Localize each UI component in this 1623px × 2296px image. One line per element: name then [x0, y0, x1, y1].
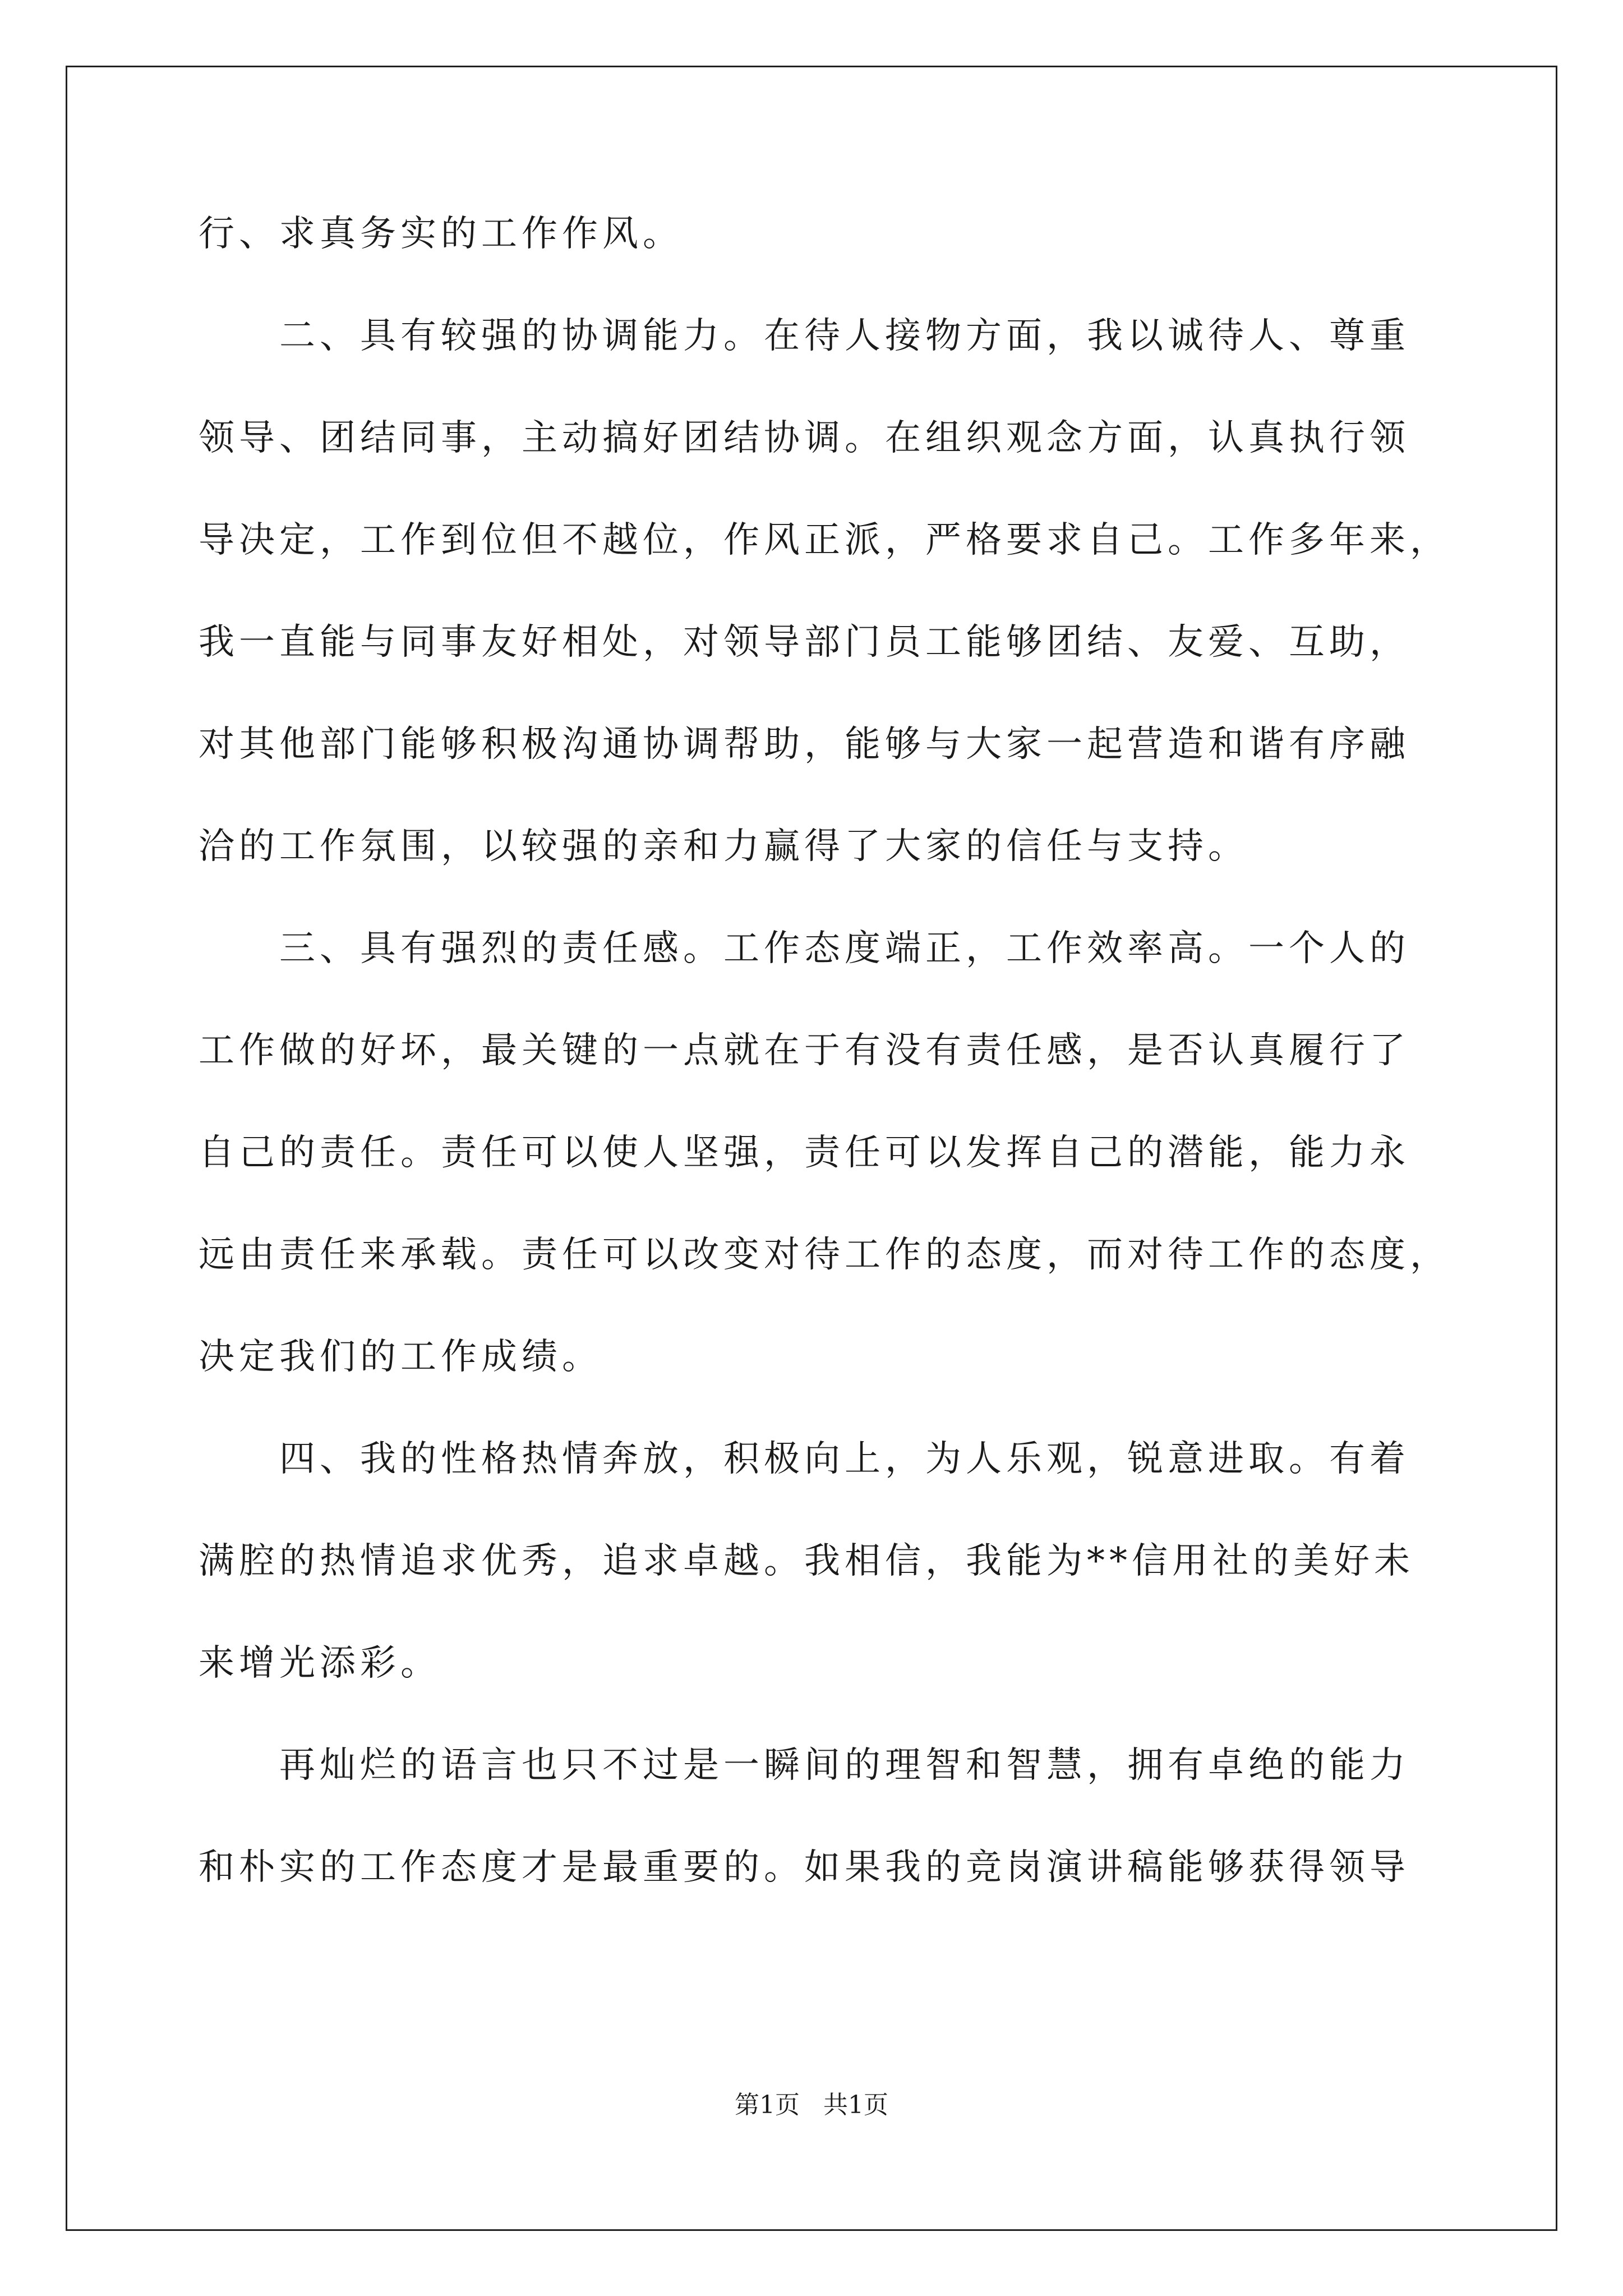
text-line: 和朴实的工作态度才是最重要的。如果我的竞岗演讲稿能够获得领导 — [199, 1847, 1410, 1888]
text-line: 自己的责任。责任可以使人坚强，责任可以发挥自己的潜能，能力永 — [199, 1132, 1410, 1174]
text-line: 四、我的性格热情奔放，积极向上，为人乐观，锐意进取。有着 — [199, 1438, 1410, 1480]
text-line: 来增光添彩。 — [199, 1642, 441, 1684]
text-line: 三、具有强烈的责任感。工作态度端正，工作效率高。一个人的 — [199, 928, 1410, 969]
text-line: 二、具有较强的协调能力。在待人接物方面，我以诚待人、尊重 — [199, 315, 1410, 357]
document-body — [199, 203, 1450, 1939]
text-line: 导决定，工作到位但不越位，作风正派，严格要求自己。工作多年来， — [199, 519, 1450, 561]
text-line: 满腔的热情追求优秀，追求卓越。我相信，我能为**信用社的美好未 — [199, 1540, 1414, 1582]
page-number-footer: 第1页 共1页 — [735, 2091, 888, 2119]
text-line: 再灿烂的语言也只不过是一瞬间的理智和智慧，拥有卓绝的能力 — [199, 1745, 1410, 1786]
text-line: 我一直能与同事友好相处，对领导部门员工能够团结、友爱、互助， — [199, 622, 1410, 663]
text-line: 对其他部门能够积极沟通协调帮助，能够与大家一起营造和谐有序融 — [199, 724, 1410, 765]
text-line: 工作做的好坏，最关键的一点就在于有没有责任感，是否认真履行了 — [199, 1030, 1410, 1071]
text-line: 决定我们的工作成绩。 — [199, 1336, 602, 1378]
text-line: 行、求真务实的工作作风。 — [199, 213, 683, 255]
text-line: 领导、团结同事，主动搞好团结协调。在组织观念方面，认真执行领 — [199, 417, 1410, 459]
text-line: 洽的工作氛围，以较强的亲和力赢得了大家的信任与支持。 — [199, 826, 1248, 867]
text-line: 远由责任来承载。责任可以改变对待工作的态度，而对待工作的态度， — [199, 1234, 1450, 1276]
